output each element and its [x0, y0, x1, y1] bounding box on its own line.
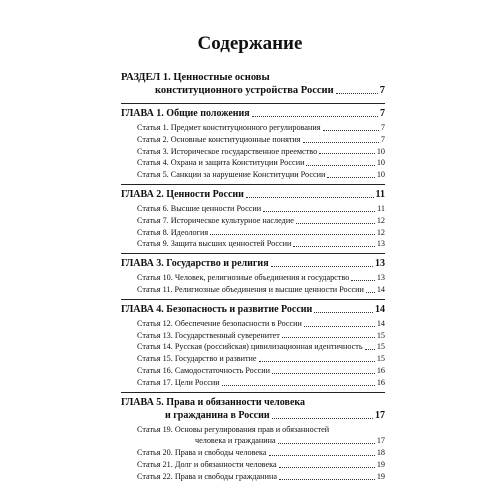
toc-chapter-title: ГЛАВА 3. Государство и религия [121, 258, 269, 270]
toc-page-number: 10 [376, 146, 385, 156]
toc-article-title: Статья 9. Защита высших ценностей России [137, 239, 292, 249]
toc-page-number: 7 [379, 85, 385, 96]
toc-chapter [121, 107, 385, 120]
toc-chapter-title: ГЛАВА 5. Права и обязанности человека [121, 396, 305, 408]
toc-page-number: 10 [376, 170, 385, 180]
toc-article [121, 424, 385, 448]
table-of-contents [121, 71, 385, 486]
toc-page-number: 12 [376, 215, 385, 225]
toc-article [121, 377, 385, 389]
toc-chapter-block [121, 392, 385, 486]
dot-leader [272, 373, 375, 374]
dot-leader [304, 326, 375, 327]
toc-page-number: 16 [376, 365, 385, 375]
toc-article-title: Статья 22. Права и свободы гражданина [137, 471, 277, 481]
toc-page-number: 19 [376, 459, 385, 469]
dot-leader [259, 361, 375, 362]
toc-article-title: Статья 13. Государственный суверенитет [137, 330, 280, 340]
toc-article [121, 272, 385, 284]
toc-chapter-block [121, 103, 385, 184]
toc-page-number: 11 [375, 188, 385, 200]
toc-article [121, 238, 385, 250]
toc-page-number: 17 [375, 409, 385, 421]
dot-leader [303, 142, 379, 143]
toc-article [121, 203, 385, 215]
toc-article [121, 365, 385, 377]
toc-chapter [121, 396, 385, 422]
dot-leader [293, 246, 374, 247]
toc-chapter-title: ГЛАВА 1. Общие положения [121, 108, 250, 119]
dot-leader [296, 223, 375, 224]
dot-leader [252, 116, 378, 117]
toc-chapter [121, 257, 385, 270]
toc-article-title: Статья 6. Высшие ценности России [137, 203, 262, 213]
dot-leader [365, 349, 375, 350]
toc-page-number: 14 [375, 303, 385, 315]
toc-article-title: Статья 17. Цели России [137, 377, 220, 387]
toc-article [121, 471, 385, 483]
toc-section-title-line-1: РАЗДЕЛ 1. Ценностные основы [121, 72, 270, 83]
toc-chapter-block [121, 253, 385, 299]
dot-leader [314, 312, 373, 313]
toc-article [121, 122, 385, 134]
toc-chapter [121, 188, 385, 201]
toc-page-number: 16 [376, 377, 385, 387]
dot-leader [323, 130, 379, 131]
toc-page-number: 15 [376, 354, 385, 364]
toc-article-title: Статья 14. Русская (российская) цивилизационная идентичность [137, 342, 363, 352]
toc-article [121, 459, 385, 471]
dot-leader [272, 418, 373, 419]
toc-article [121, 134, 385, 146]
toc-page-number: 14 [376, 318, 385, 328]
toc-article [121, 169, 385, 181]
dot-leader [366, 292, 375, 293]
toc-chapter-title: ГЛАВА 4. Безопасность и развитие России [121, 303, 313, 315]
dot-leader [279, 467, 375, 468]
toc-article-title: Статья 1. Предмет конституционного регулирования [137, 123, 321, 132]
toc-chapter-title-cont: и гражданина в России [165, 409, 270, 421]
toc-article [121, 227, 385, 239]
toc-article [121, 318, 385, 330]
toc-article [121, 146, 385, 158]
toc-article-title: Статья 3. Историческое государственное преемство [137, 146, 318, 156]
toc-chapter-title: ГЛАВА 2. Ценности России [121, 188, 244, 200]
toc-article-title: Статья 2. Основные конституционные понятия [137, 134, 301, 144]
toc-page-number: 18 [376, 448, 385, 458]
dot-leader [319, 153, 375, 154]
toc-chapters [121, 103, 385, 486]
toc-page-number: 7 [380, 123, 385, 132]
toc-section-1 [121, 71, 385, 97]
toc-article-title: Статья 10. Человек, религиозные объединения и государство [137, 273, 350, 283]
toc-page-number: 15 [376, 342, 385, 352]
toc-article [121, 447, 385, 459]
toc-article-title: Статья 5. Санкции за нарушение Конституции России [137, 170, 326, 180]
toc-article-title: Статья 21. Долг и обязанности человека [137, 459, 277, 469]
dot-leader [222, 385, 375, 386]
toc-page-number: 17 [376, 436, 385, 446]
toc-article [121, 353, 385, 365]
dot-leader [327, 177, 374, 178]
dot-leader [306, 165, 374, 166]
toc-page-number: 13 [376, 239, 385, 249]
toc-article-title: Статья 16. Самодостаточность России [137, 365, 271, 375]
dot-leader [271, 266, 373, 267]
toc-page-number: 10 [376, 158, 385, 168]
page-title: Содержание [197, 33, 303, 54]
dot-leader [282, 337, 375, 338]
dot-leader [269, 455, 375, 456]
dot-leader [351, 280, 375, 281]
toc-page-number: 7 [380, 108, 385, 119]
toc-article [121, 157, 385, 169]
toc-page-number: 7 [380, 134, 385, 144]
dot-leader [210, 234, 375, 235]
dot-leader [279, 479, 375, 480]
toc-chapter-block [121, 184, 385, 253]
toc-article [121, 330, 385, 342]
toc-page-number: 14 [376, 284, 385, 294]
toc-chapter-block [121, 299, 385, 392]
toc-article [121, 341, 385, 353]
toc-article [121, 284, 385, 296]
toc-article-title: Статья 20. Права и свободы человека [137, 448, 267, 458]
dot-leader [246, 197, 374, 198]
toc-page-number: 12 [376, 227, 385, 237]
toc-article-title: Статья 19. Основы регулирования прав и обязанностей [137, 424, 330, 434]
toc-page-number: 19 [376, 471, 385, 481]
toc-article-title: Статья 12. Обеспечение безопасности в России [137, 318, 302, 328]
toc-article-title: Статья 15. Государство и развитие [137, 354, 257, 364]
toc-section-title-line-2: конституционного устройства России [155, 85, 334, 96]
toc-article [121, 215, 385, 227]
toc-page-number: 15 [376, 330, 385, 340]
dot-leader [278, 443, 375, 444]
toc-page-number: 13 [376, 273, 385, 283]
toc-article-title-cont: человека и гражданина [195, 436, 276, 446]
toc-article-title: Статья 4. Охрана и защита Конституции России [137, 158, 305, 168]
toc-page-number: 11 [377, 203, 385, 213]
toc-article-title: Статья 8. Идеология [137, 227, 209, 237]
toc-chapter [121, 303, 385, 316]
toc-article-title: Статья 7. Историческое культурное наследие [137, 215, 294, 225]
toc-article-title: Статья 11. Религиозные объединения и высшие ценности России [137, 284, 364, 294]
dot-leader [336, 93, 378, 94]
dot-leader [263, 211, 375, 212]
toc-page-number: 13 [375, 258, 385, 270]
